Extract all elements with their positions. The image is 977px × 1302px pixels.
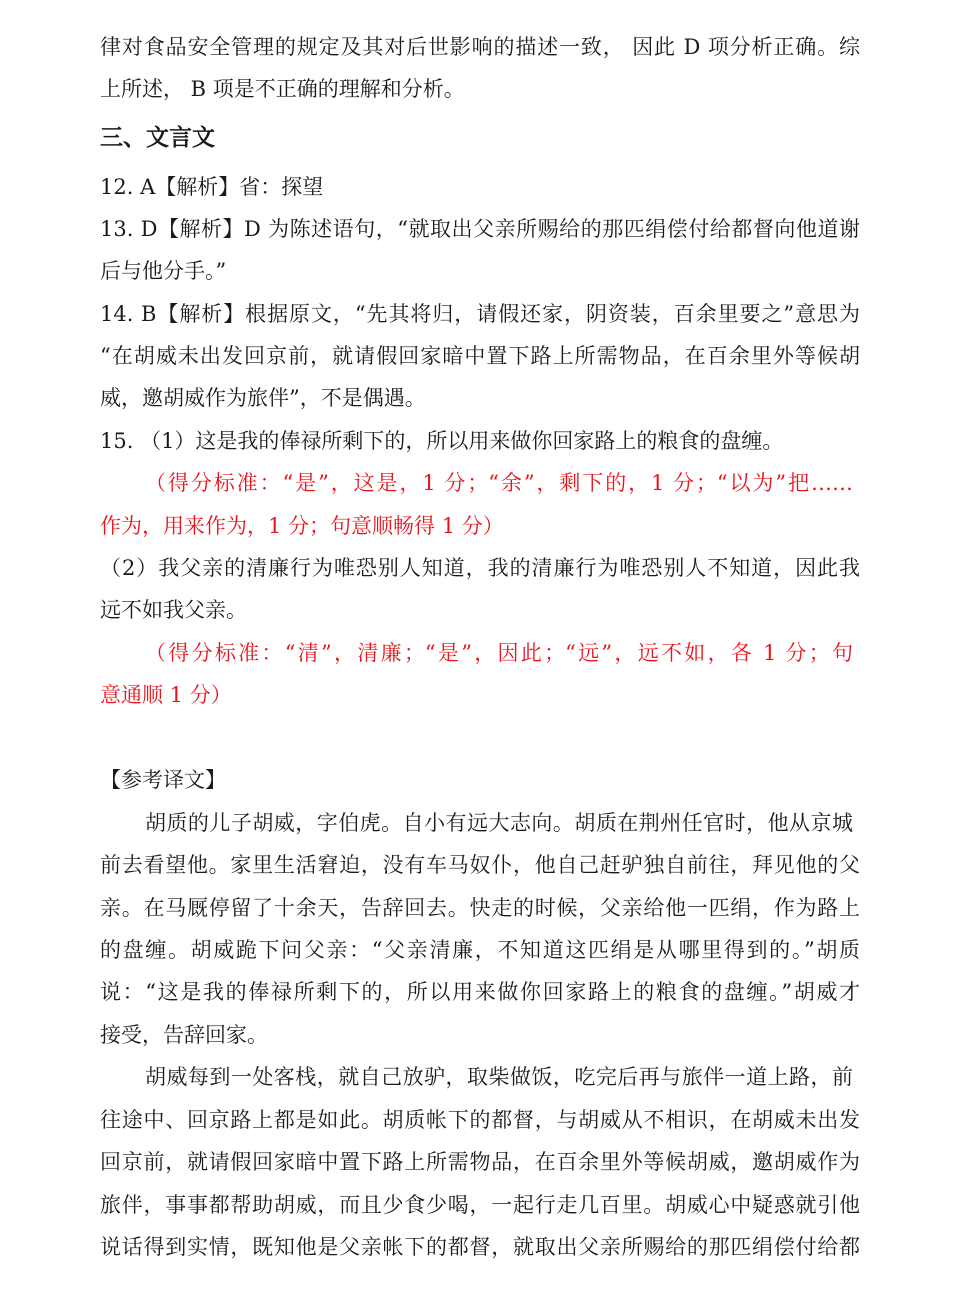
scoring-standard-2: 意通顺 1 分） — [100, 683, 232, 707]
scoring-standard-1: 作为，用来作为，1 分；句意顺畅得 1 分） — [100, 514, 504, 538]
text-line: 说：“这是我的俸禄所剩下的，所以用来做你回家路上的粮食的盘缠。”胡威才 — [100, 980, 860, 1004]
scoring-standard-1: （得分标准：“是”，这是，1 分；“余”，剩下的，1 分；“以为”把…… — [145, 471, 853, 495]
text-line: 回京前，就请假回家暗中置下路上所需物品，在百余里外等候胡威，邀胡威作为 — [100, 1150, 860, 1174]
text-line: 接受，告辞回家。 — [100, 1023, 268, 1047]
section-heading: 三、文言文 — [100, 125, 215, 151]
text-line: 往途中、回京路上都是如此。胡质帐下的都督，与胡威从不相识，在胡威未出发 — [100, 1108, 860, 1132]
scoring-standard-2: （得分标准：“清”，清廉；“是”，因此；“远”，远不如，各 1 分；句 — [145, 641, 853, 665]
text-line: 旅伴，事事都帮助胡威，而且少食少喝，一起行走几百里。胡威心中疑惑就引他 — [100, 1193, 860, 1217]
text-line: 亲。在马厩停留了十余天，告辞回去。快走的时候，父亲给他一匹绢，作为路上 — [100, 896, 860, 920]
answer-15-2: （2）我父亲的清廉行为唯恐别人知道，我的清廉行为唯恐别人不知道，因此我 — [100, 556, 860, 580]
text-line: 威，邀胡威作为旅伴”，不是偶遇。 — [100, 386, 426, 410]
text-line: “在胡威未出发回京前，就请假回家暗中置下路上所需物品，在百余里外等候胡 — [100, 344, 860, 368]
text-line: 律对食品安全管理的规定及其对后世影响的描述一致， 因此 D 项分析正确。综 — [100, 35, 860, 59]
translation-heading: 【参考译文】 — [100, 768, 226, 792]
answer-14: 14. B【解析】根据原文，“先其将归，请假还家，阴资装，百余里要之”意思为 — [100, 302, 860, 326]
text-line: 前去看望他。家里生活窘迫，没有车马奴仆，他自己赶驴独自前往，拜见他的父 — [100, 853, 860, 877]
answer-13: 13. D【解析】D 为陈述语句，“就取出父亲所赐给的那匹绢偿付给都督向他道谢 — [100, 217, 860, 241]
answer-12: 12. A【解析】省：探望 — [100, 175, 324, 199]
text-line: 后与他分手。” — [100, 259, 227, 283]
answer-15-1: 15. （1）这是我的俸禄所剩下的，所以用来做你回家路上的粮食的盘缠。 — [100, 429, 784, 453]
text-line: 远不如我父亲。 — [100, 598, 247, 622]
text-line: 的盘缠。胡威跪下问父亲：“父亲清廉，不知道这匹绢是从哪里得到的。”胡质 — [100, 938, 860, 962]
text-line: 上所述， B 项是不正确的理解和分析。 — [100, 77, 465, 101]
translation-paragraph-1: 胡质的儿子胡威，字伯虎。自小有远大志向。胡质在荆州任官时，他从京城 — [145, 811, 853, 835]
text-line: 说话得到实情，既知他是父亲帐下的都督，就取出父亲所赐给的那匹绢偿付给都 — [100, 1235, 860, 1259]
translation-paragraph-2: 胡威每到一处客栈，就自己放驴，取柴做饭，吃完后再与旅伴一道上路，前 — [145, 1065, 853, 1089]
